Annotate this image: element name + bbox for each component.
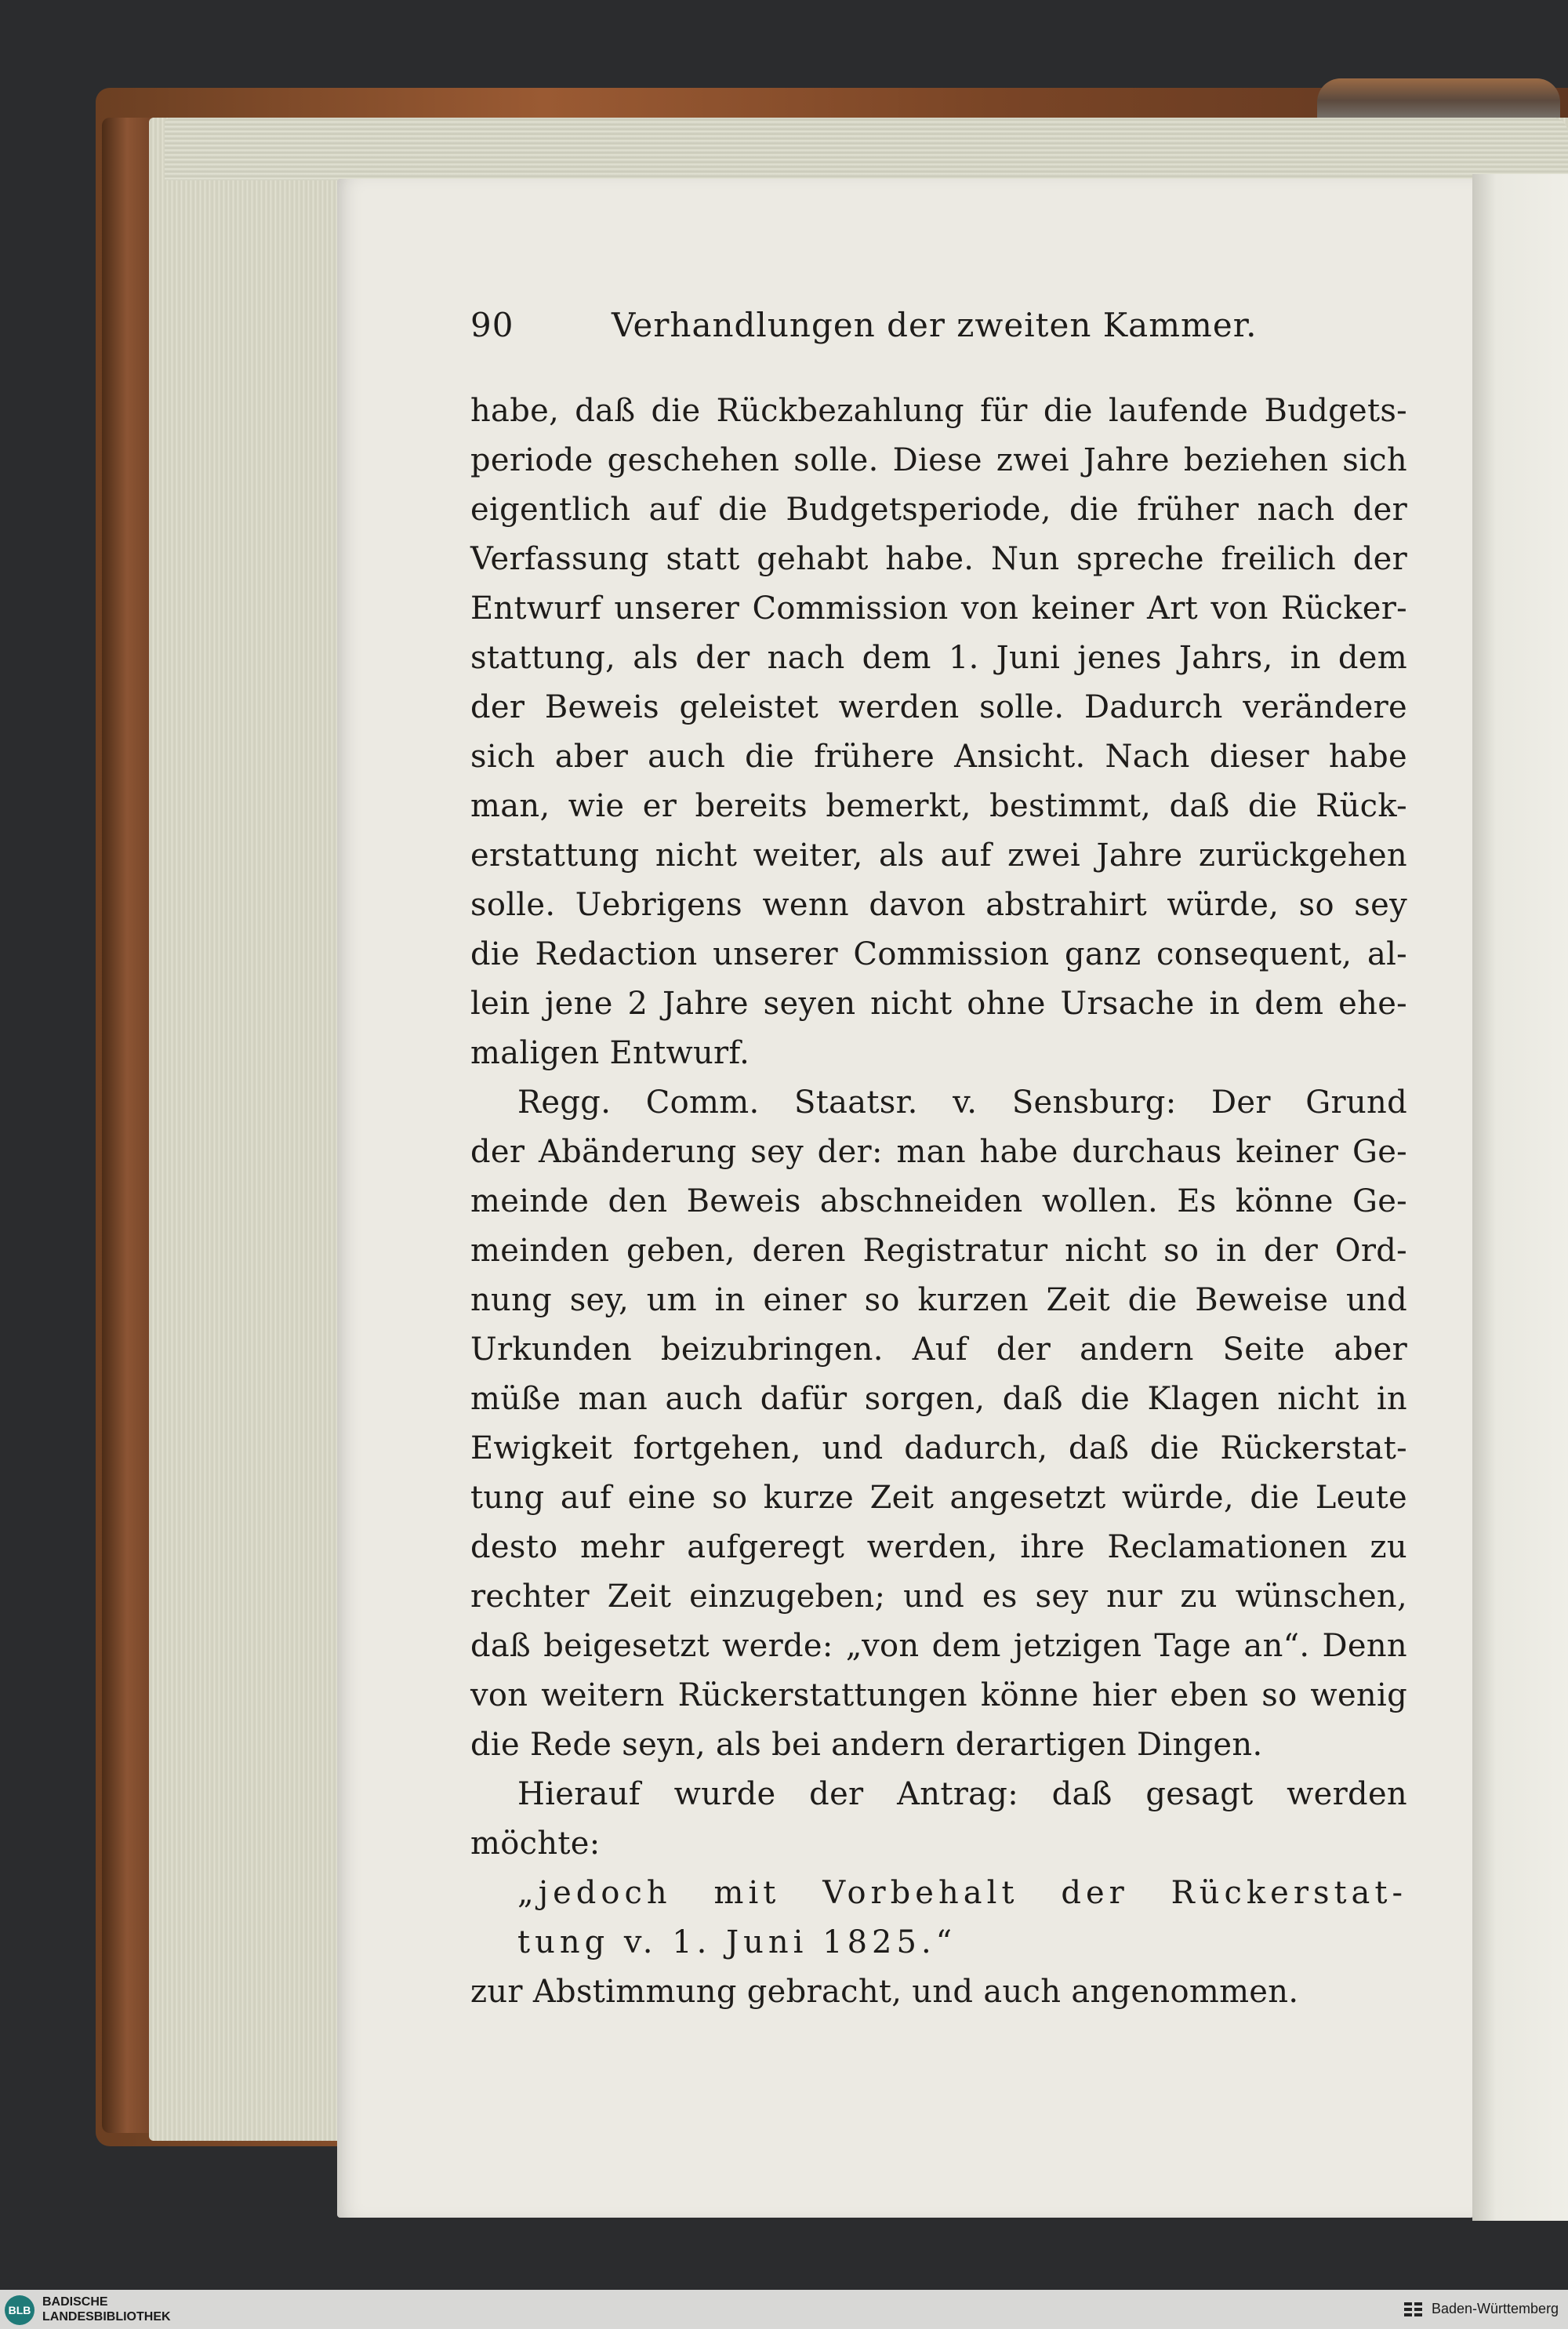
text-line: eigentlich auf die Budgetsperiode, die früher nach der xyxy=(470,492,1407,528)
text-line: meinden geben, deren Registratur nicht so in der Ord- xyxy=(470,1233,1407,1269)
text-line: zur Abstimmung gebracht, und auch angenommen. xyxy=(470,1974,1299,2010)
text-line: stattung, als der nach dem 1. Juni jenes Jahrs, in dem xyxy=(470,640,1407,676)
baden-wuerttemberg-icon xyxy=(1402,2298,1425,2321)
facing-page xyxy=(1472,174,1568,2221)
text-line: nung sey, um in einer so kurzen Zeit die Beweise und xyxy=(470,1282,1407,1318)
text-line: müße man auch dafür sorgen, daß die Klagen nicht in xyxy=(470,1381,1407,1417)
text-line: die Rede seyn, als bei andern derartigen Dingen. xyxy=(470,1727,1263,1763)
text-line: solle. Uebrigens wenn davon abstrahirt würde, so sey xyxy=(470,887,1407,923)
page-top-edge xyxy=(165,118,1568,180)
text-line: rechter Zeit einzugeben; und es sey nur zu wünschen, xyxy=(470,1579,1407,1615)
text-line: lein jene 2 Jahre seyen nicht ohne Ursache in dem ehe- xyxy=(470,986,1407,1022)
text-line: der Beweis geleistet werden solle. Dadurch verändere xyxy=(470,689,1407,725)
quoted-line: „jedoch mit Vorbehalt der Rückerstat- xyxy=(517,1875,1407,1911)
text-line: Ewigkeit fortgehen, und dadurch, daß die Rückerstat- xyxy=(470,1430,1407,1466)
text-line: möchte: xyxy=(470,1826,601,1862)
text-line: daß beigesetzt werde: „von dem jetzigen Tage an“. Denn xyxy=(470,1628,1407,1664)
library-name-line1: BADISCHE xyxy=(42,2295,108,2309)
running-title: Verhandlungen der zweiten Kammer. xyxy=(612,306,1258,344)
quoted-line: tung v. 1. Juni 1825.“ xyxy=(517,1924,957,1960)
text-line: tung auf eine so kurze Zeit angesetzt würde, die Leute xyxy=(470,1480,1407,1516)
text-line: Regg. Comm. Staatsr. v. Sensburg: Der Grund xyxy=(517,1085,1407,1121)
page-header xyxy=(470,306,1262,361)
text-line: der Abänderung sey der: man habe durchaus keiner Ge- xyxy=(470,1134,1407,1170)
text-line: Verfassung statt gehabt habe. Nun spreche freilich der xyxy=(470,541,1407,577)
text-line: erstattung nicht weiter, als auf zwei Jahre zurückgehen xyxy=(470,837,1407,874)
text-line: habe, daß die Rückbezahlung für die laufende Budgets- xyxy=(470,393,1407,429)
text-line: von weitern Rückerstattungen könne hier eben so wenig xyxy=(470,1677,1407,1713)
library-name xyxy=(42,2294,171,2324)
text-line: Entwurf unserer Commission von keiner Art von Rücker- xyxy=(470,590,1407,627)
library-footer xyxy=(0,2290,1568,2329)
text-line: desto mehr aufgeregt werden, ihre Reclamationen zu xyxy=(470,1529,1407,1565)
text-line: maligen Entwurf. xyxy=(470,1035,750,1071)
page-number: 90 xyxy=(470,306,514,344)
blb-logo: BLB xyxy=(5,2295,34,2325)
text-line: meinde den Beweis abschneiden wollen. Es könne Ge- xyxy=(470,1183,1407,1219)
text-line: man, wie er bereits bemerkt, bestimmt, daß die Rück- xyxy=(470,788,1407,824)
state-label: Baden-Württemberg xyxy=(1432,2301,1559,2316)
text-line: Hierauf wurde der Antrag: daß gesagt werden xyxy=(517,1776,1407,1812)
text-line: Urkunden beizubringen. Auf der andern Seite aber xyxy=(470,1332,1407,1368)
text-line: periode geschehen solle. Diese zwei Jahre beziehen sich xyxy=(470,442,1407,478)
library-name-line2: LANDESBIBLIOTHEK xyxy=(42,2310,171,2324)
text-line: sich aber auch die frühere Ansicht. Nach dieser habe xyxy=(470,739,1407,775)
text-line: die Redaction unserer Commission ganz consequent, al- xyxy=(470,936,1407,972)
